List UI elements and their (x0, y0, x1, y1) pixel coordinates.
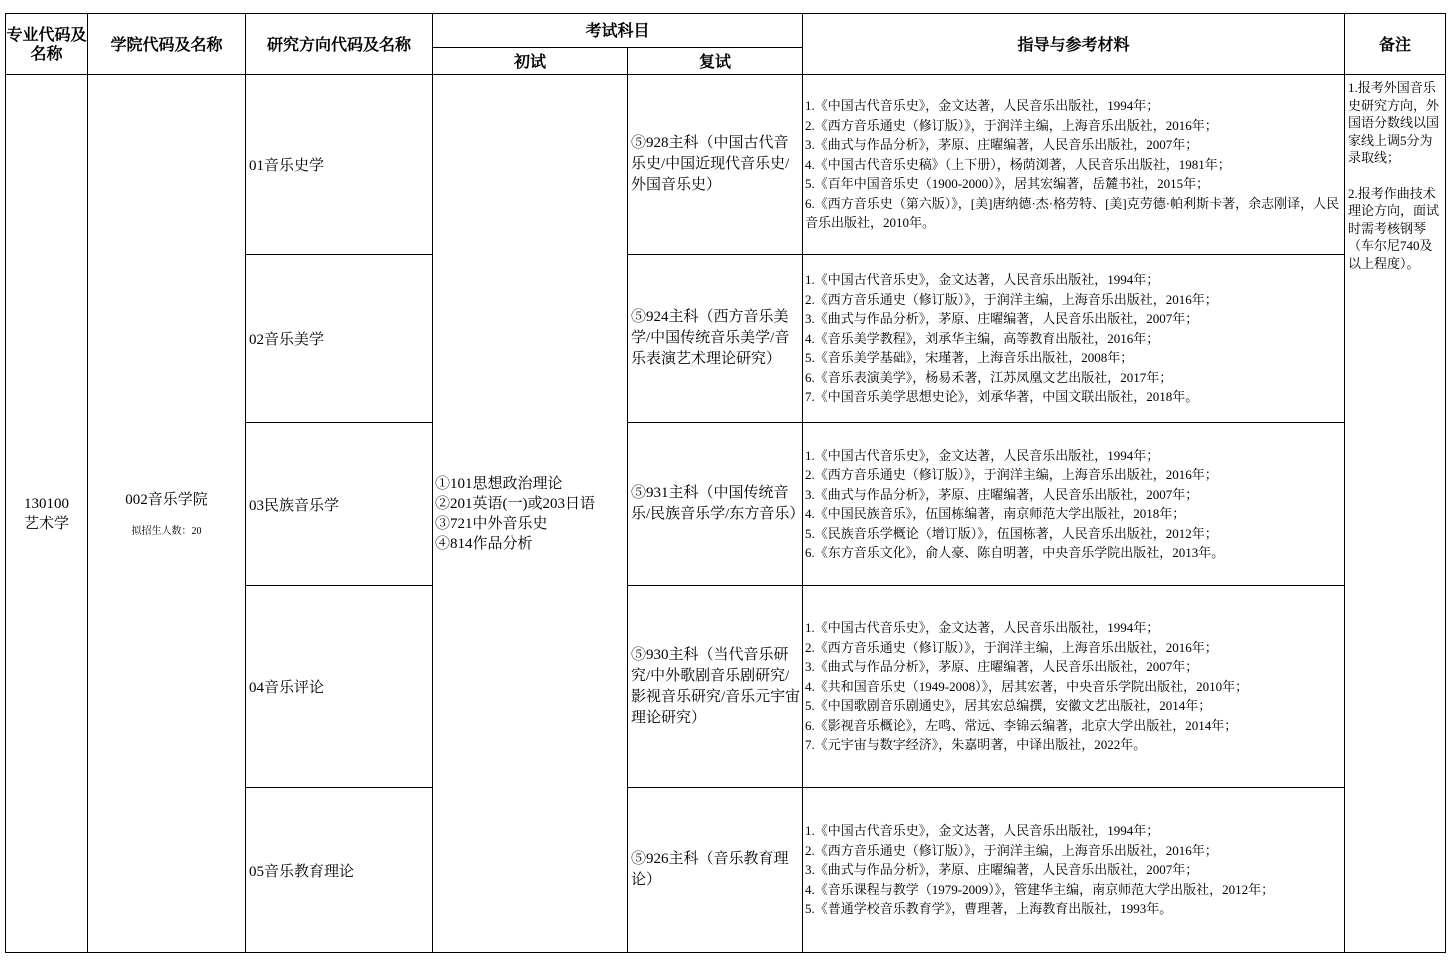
initial-exam-subject: ②201英语(一)或203日语 (435, 495, 595, 512)
reference-item: 1.《中国古代音乐史》，金文达著，人民音乐出版社，1994年； (805, 98, 1160, 114)
enrollment-table (5, 13, 1446, 953)
major-code: 130100 (24, 495, 69, 512)
reference-item: 2.《西方音乐通史（修订版）》，于润洋主编，上海音乐出版社，2016年； (805, 117, 1218, 133)
references-cell (803, 586, 1345, 788)
header-references: 指导与参考材料 (803, 14, 1345, 75)
reference-item: 2.《西方音乐通史（修订版）》，于润洋主编，上海音乐出版社，2016年； (805, 639, 1218, 655)
reference-item: 2.《西方音乐通史（修订版）》，于润洋主编，上海音乐出版社，2016年； (805, 291, 1218, 307)
header-initial-exam: 初试 (433, 48, 628, 75)
reference-item: 2.《西方音乐通史（修订版）》，于润洋主编，上海音乐出版社，2016年； (805, 467, 1218, 482)
reference-item: 1.《中国古代音乐史》，金文达著，人民音乐出版社，1994年； (805, 272, 1160, 288)
header-major: 专业代码及名称 (6, 14, 88, 75)
direction-name: 03民族音乐学 (246, 423, 433, 586)
reference-item: 4.《音乐美学教程》，刘承华主编，高等教育出版社，2016年； (805, 330, 1160, 346)
notes-cell (1345, 75, 1446, 953)
reference-item: 5.《音乐美学基础》，宋瑾著，上海音乐出版社，2008年； (805, 350, 1134, 366)
direction-name: 02音乐美学 (246, 255, 433, 423)
re-exam-subject: ⑤928主科（中国古代音乐史/中国近现代音乐史/外国音乐史） (628, 75, 803, 255)
header-college: 学院代码及名称 (88, 14, 246, 75)
reference-item: 4.《中国民族音乐》，伍国栋编著，南京师范大学出版社，2018年； (805, 506, 1186, 521)
college-name: 002音乐学院 (125, 492, 208, 508)
reference-item: 4.《共和国音乐史（1949-2008）》，居其宏著，中央音乐学院出版社，2010年； (805, 678, 1249, 694)
header-exam-subjects: 考试科目 (433, 14, 803, 48)
reference-item: 5.《民族音乐学概论（增订版）》，伍国栋著，人民音乐出版社，2012年； (805, 525, 1218, 541)
reference-item: 6.《音乐表演美学》，杨易禾著，江苏凤凰文艺出版社，2017年； (805, 369, 1173, 385)
initial-exam-subject: ④814作品分析 (435, 535, 533, 552)
reference-item: 1.《中国古代音乐史》，金文达著，人民音乐出版社，1994年； (805, 447, 1160, 463)
reference-item: 2.《西方音乐通史（修订版）》，于润洋主编，上海音乐出版社，2016年； (805, 842, 1218, 858)
direction-name: 01音乐史学 (246, 75, 433, 255)
reference-item: 4.《音乐课程与教学（1979-2009）》，管建华主编，南京师范大学出版社，2012年； (805, 881, 1275, 897)
major-name: 艺术学 (23, 515, 69, 532)
re-exam-subject: ⑤924主科（西方音乐美学/中国传统音乐美学/音乐表演艺术理论研究） (628, 255, 803, 423)
note-item: 2.报考作曲技术理论方向，面试时需考核钢琴（车尔尼740及以上程度）。 (1348, 185, 1440, 271)
references-cell (803, 75, 1345, 255)
reference-item: 3.《曲式与作品分析》，茅原、庄曜编著，人民音乐出版社，2007年； (805, 137, 1199, 153)
reference-item: 3.《曲式与作品分析》，茅原、庄曜编著，人民音乐出版社，2007年； (805, 862, 1199, 878)
direction-name: 05音乐教育理论 (246, 788, 433, 953)
reference-item: 3.《曲式与作品分析》，茅原、庄曜编著，人民音乐出版社，2007年； (805, 486, 1199, 502)
reference-item: 5.《百年中国音乐史（1900-2000）》，居其宏编著，岳麓书社，2015年； (805, 176, 1210, 192)
reference-item: 7.《中国音乐美学思想史论》，刘承华著，中国文联出版社，2018年。 (805, 389, 1199, 405)
header-notes: 备注 (1345, 14, 1446, 75)
references-cell (803, 788, 1345, 953)
initial-exam-cell (433, 75, 628, 953)
table-row (6, 75, 1446, 255)
college-quota: 拟招生人数：20 (131, 526, 202, 537)
re-exam-subject: ⑤931主科（中国传统音乐/民族音乐学/东方音乐） (628, 423, 803, 586)
header-re-exam: 复试 (628, 48, 803, 75)
header-direction: 研究方向代码及名称 (246, 14, 433, 75)
reference-item: 5.《普通学校音乐教育学》，曹理著，上海教育出版社，1993年。 (805, 901, 1173, 917)
reference-item: 6.《影视音乐概论》，左鸣、常远、李锦云编著，北京大学出版社，2014年； (805, 717, 1238, 733)
reference-item: 1.《中国古代音乐史》，金文达著，人民音乐出版社，1994年； (805, 620, 1160, 636)
re-exam-subject: ⑤930主科（当代音乐研究/中外歌剧音乐剧研究/影视音乐研究/音乐元宇宙理论研究） (628, 586, 803, 788)
reference-item: 3.《曲式与作品分析》，茅原、庄曜编著，人民音乐出版社，2007年； (805, 311, 1199, 327)
reference-item: 5.《中国歌剧音乐剧通史》，居其宏总编撰，安徽文艺出版社，2014年； (805, 698, 1212, 714)
college-cell (88, 75, 246, 953)
reference-item: 4.《中国古代音乐史稿》（上下册），杨荫浏著，人民音乐出版社，1981年； (805, 156, 1231, 172)
note-item: 1.报考外国音乐史研究方向，外国语分数线以国家线上调5分为录取线； (1348, 80, 1440, 165)
direction-name: 04音乐评论 (246, 586, 433, 788)
reference-item: 6.《东方音乐文化》，俞人豪、陈自明著，中央音乐学院出版社，2013年。 (805, 545, 1225, 560)
reference-item: 3.《曲式与作品分析》，茅原、庄曜编著，人民音乐出版社，2007年； (805, 659, 1199, 675)
references-cell (803, 255, 1345, 423)
re-exam-subject: ⑤926主科（音乐教育理论） (628, 788, 803, 953)
initial-exam-subject: ③721中外音乐史 (435, 515, 548, 532)
initial-exam-subject: ①101思想政治理论 (435, 475, 563, 492)
reference-item: 7.《元宇宙与数字经济》，朱嘉明著，中译出版社，2022年。 (805, 737, 1147, 753)
reference-item: 6.《西方音乐史（第六版）》，[美]唐纳德·杰·格劳特、[美]克劳德·帕利斯卡著，余志刚译，人民音乐出版社，2010年。 (805, 195, 1340, 231)
major-cell (6, 75, 88, 953)
references-cell (803, 423, 1345, 586)
reference-item: 1.《中国古代音乐史》，金文达著，人民音乐出版社，1994年； (805, 823, 1160, 839)
